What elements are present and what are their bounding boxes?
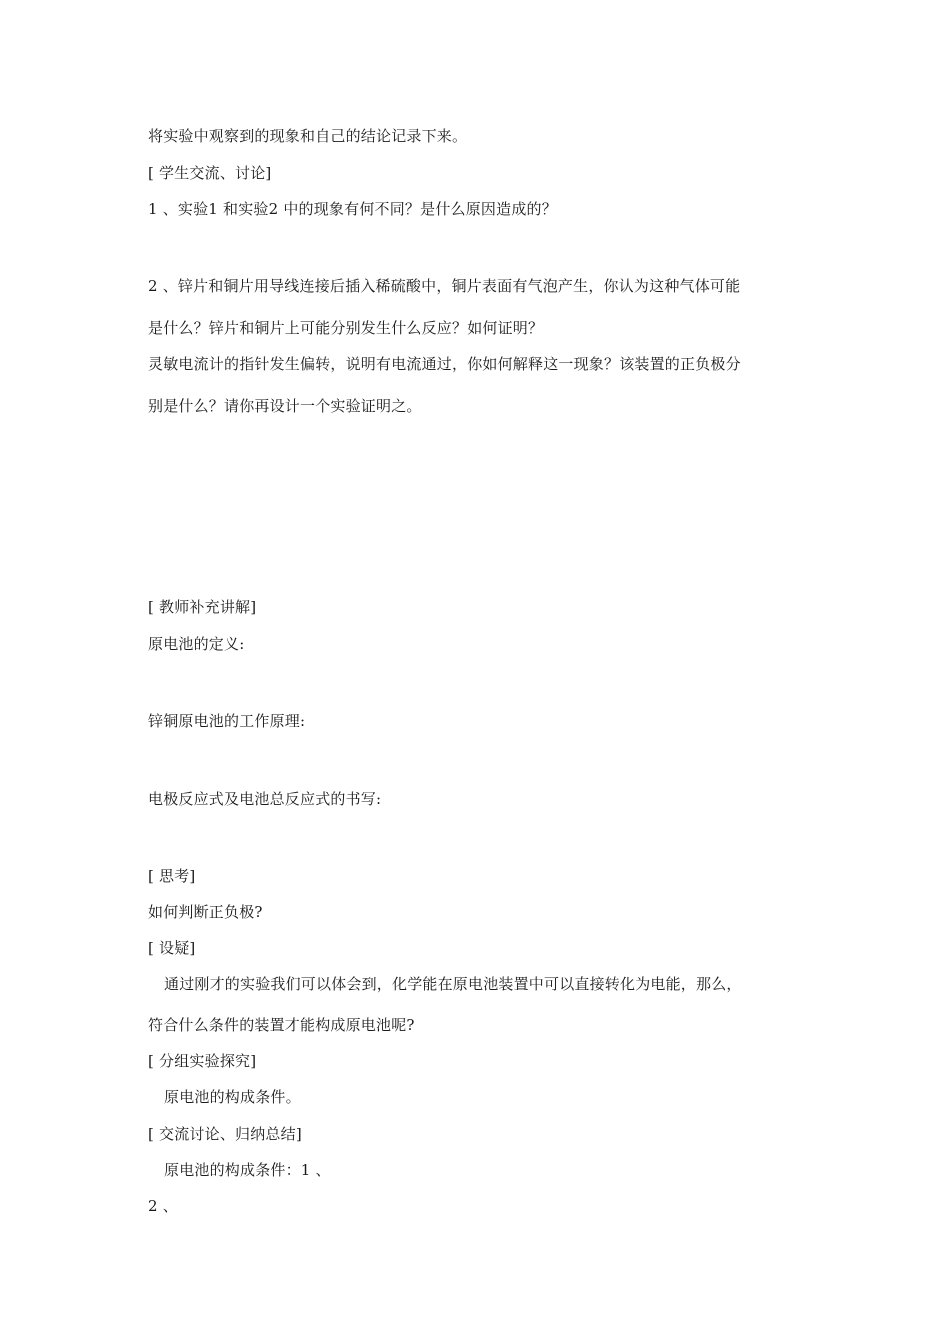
section-heading-teacher-explanation: [ 教师补充讲解]: [148, 598, 257, 616]
question-2-line-1: 2 、锌片和铜片用导线连接后插入稀硫酸中，铜片表面有气泡产生，你认为这种气体可能: [148, 277, 741, 295]
definition-label: 原电池的定义:: [148, 635, 245, 653]
doubt-text-line-2: 符合什么条件的装置才能构成原电池呢?: [148, 1016, 415, 1034]
question-2-line-2: 是什么？锌片和铜片上可能分别发生什么反应？如何证明？: [148, 319, 544, 337]
section-heading-group-experiment: [ 分组实验探究]: [148, 1052, 257, 1070]
section-heading-student-discussion: [ 学生交流、讨论]: [148, 164, 272, 182]
electrode-reaction-label: 电极反应式及电池总反应式的书写:: [148, 790, 382, 808]
section-heading-summary: [ 交流讨论、归纳总结]: [148, 1125, 302, 1143]
doubt-text-line-1: 通过刚才的实验我们可以体会到，化学能在原电池装置中可以直接转化为电能，那么，: [164, 975, 742, 993]
question-1: 1 、实验1 和实验2 中的现象有何不同？是什么原因造成的？: [148, 200, 557, 218]
text-line-1: 将实验中观察到的现象和自己的结论记录下来。: [148, 127, 468, 145]
question-3-line-1: 灵敏电流计的指针发生偏转，说明有电流通过，你如何解释这一现象？该装置的正负极分: [148, 355, 741, 373]
conditions-item-1: 原电池的构成条件：1 、: [164, 1161, 331, 1179]
section-heading-doubt: [ 设疑]: [148, 939, 196, 957]
question-3-line-2: 别是什么？请你再设计一个实验证明之。: [148, 397, 422, 415]
section-heading-thinking: [ 思考]: [148, 867, 196, 885]
thinking-question: 如何判断正负极?: [148, 903, 263, 921]
conditions-item-2: 2 、: [148, 1197, 178, 1215]
group-experiment-text: 原电池的构成条件。: [164, 1088, 301, 1106]
working-principle-label: 锌铜原电池的工作原理:: [148, 712, 306, 730]
